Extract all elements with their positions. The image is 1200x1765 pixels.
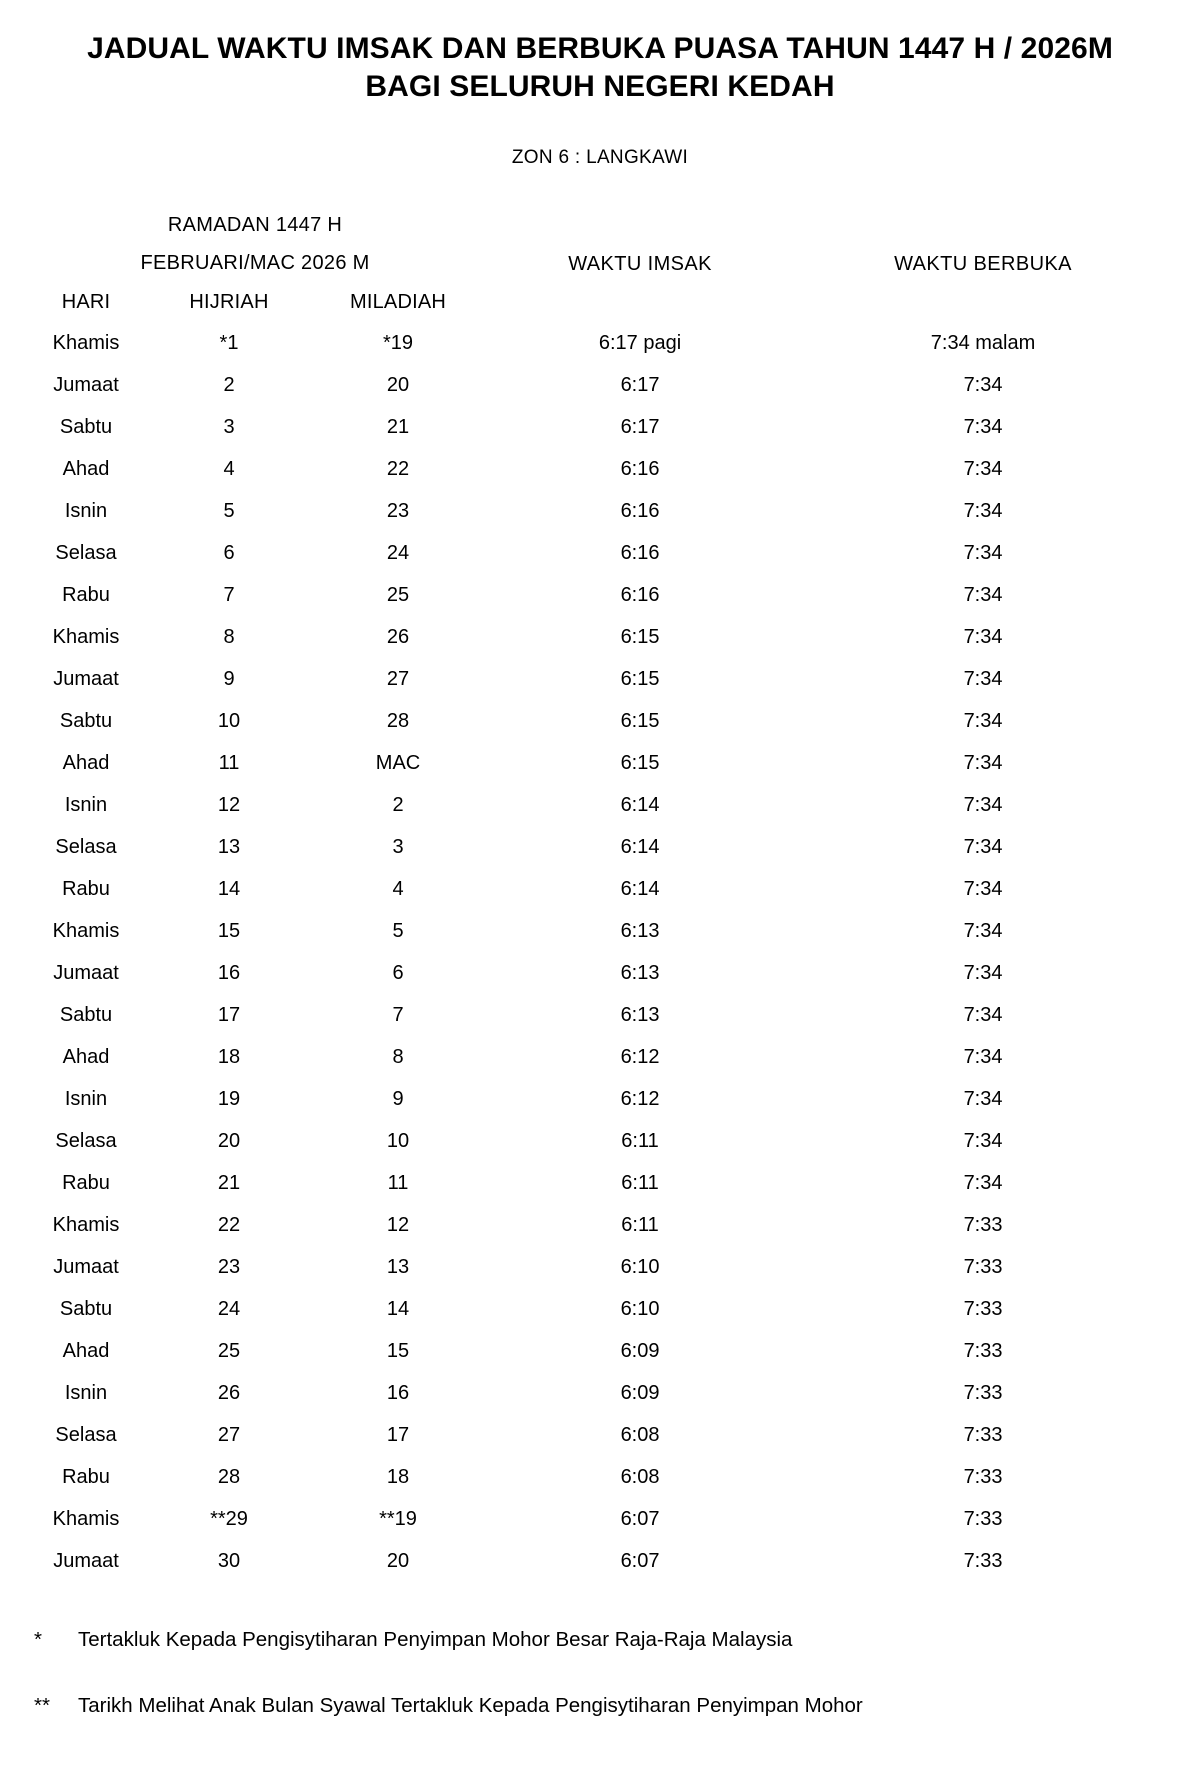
table-row [24,449,1176,491]
cell-miladiah: 26 [310,617,486,659]
cell-waktu-berbuka: 7:34 [790,491,1176,533]
spacer-cell [486,1499,498,1541]
cell-hari: Sabtu [24,995,148,1037]
cell-hari: Jumaat [24,953,148,995]
cell-miladiah: 21 [310,407,486,449]
table-row [24,533,1176,575]
header-waktu-berbuka: WAKTU BERBUKA [790,207,1176,323]
cell-waktu-imsak: 6:17 pagi [498,323,782,365]
cell-hari: Selasa [24,1121,148,1163]
cell-hijriah: 25 [148,1331,310,1373]
cell-waktu-imsak: 6:11 [498,1205,782,1247]
spacer-cell [486,953,498,995]
cell-hari: Jumaat [24,1247,148,1289]
table-row [24,869,1176,911]
table-row [24,1163,1176,1205]
cell-hari: Jumaat [24,659,148,701]
spacer-cell-5 [486,283,498,323]
cell-waktu-imsak: 6:14 [498,827,782,869]
spacer-cell-4 [782,245,790,283]
table-row [24,1289,1176,1331]
spacer-cell [486,449,498,491]
cell-hari: Isnin [24,785,148,827]
spacer-cell [782,743,790,785]
spacer-cell [782,785,790,827]
cell-miladiah: 20 [310,365,486,407]
cell-waktu-berbuka: 7:34 [790,1121,1176,1163]
spacer-cell [782,407,790,449]
cell-miladiah: 23 [310,491,486,533]
header-waktu-imsak: WAKTU IMSAK [498,207,782,323]
cell-waktu-berbuka: 7:34 [790,617,1176,659]
cell-waktu-imsak: 6:16 [498,533,782,575]
cell-hari: Jumaat [24,1541,148,1583]
cell-waktu-imsak: 6:16 [498,449,782,491]
spacer-cell [782,1247,790,1289]
footnote [34,1693,1176,1720]
footnote-text: Tarikh Melihat Anak Bulan Syawal Tertakluk Kepada Pengisytiharan Penyimpan Mohor [78,1694,863,1718]
cell-waktu-imsak: 6:11 [498,1163,782,1205]
spacer-cell [486,1541,498,1583]
footnote-marker: * [34,1627,42,1651]
cell-waktu-berbuka: 7:33 [790,1415,1176,1457]
spacer-cell [486,659,498,701]
spacer-cell [486,407,498,449]
cell-waktu-berbuka: 7:34 [790,1037,1176,1079]
cell-waktu-berbuka: 7:33 [790,1247,1176,1289]
header-col-hari: HARI [24,283,148,323]
cell-hari: Rabu [24,1163,148,1205]
cell-waktu-imsak: 6:15 [498,617,782,659]
cell-hijriah: 17 [148,995,310,1037]
spacer-cell-1 [486,207,498,245]
cell-waktu-berbuka: 7:34 [790,1079,1176,1121]
cell-hari: Rabu [24,1457,148,1499]
cell-hijriah: 7 [148,575,310,617]
cell-waktu-imsak: 6:16 [498,575,782,617]
spacer-cell [486,533,498,575]
table-head [24,207,1176,323]
spacer-cell [486,1037,498,1079]
cell-waktu-imsak: 6:07 [498,1541,782,1583]
spacer-cell [486,1079,498,1121]
cell-waktu-imsak: 6:15 [498,701,782,743]
cell-hari: Sabtu [24,701,148,743]
cell-waktu-berbuka: 7:34 [790,995,1176,1037]
cell-waktu-imsak: 6:11 [498,1121,782,1163]
table-row [24,365,1176,407]
cell-waktu-imsak: 6:12 [498,1037,782,1079]
cell-miladiah: 28 [310,701,486,743]
cell-hijriah: 18 [148,1037,310,1079]
cell-waktu-imsak: 6:10 [498,1247,782,1289]
cell-waktu-imsak: 6:09 [498,1373,782,1415]
cell-hari: Sabtu [24,1289,148,1331]
table-row [24,1373,1176,1415]
cell-hijriah: 23 [148,1247,310,1289]
table-row [24,911,1176,953]
cell-hari: Ahad [24,1037,148,1079]
cell-hijriah: 8 [148,617,310,659]
cell-miladiah: 3 [310,827,486,869]
cell-waktu-imsak: 6:08 [498,1457,782,1499]
cell-hijriah: 13 [148,827,310,869]
spacer-cell [782,659,790,701]
cell-waktu-berbuka: 7:33 [790,1331,1176,1373]
spacer-cell [782,1205,790,1247]
spacer-cell [486,995,498,1037]
table-row [24,953,1176,995]
cell-miladiah: *19 [310,323,486,365]
cell-waktu-berbuka: 7:33 [790,1289,1176,1331]
cell-hijriah: 21 [148,1163,310,1205]
spacer-cell [486,575,498,617]
cell-hari: Selasa [24,827,148,869]
cell-hijriah: 27 [148,1415,310,1457]
table-row [24,1331,1176,1373]
table-row [24,1247,1176,1289]
cell-hijriah: 14 [148,869,310,911]
cell-waktu-berbuka: 7:34 [790,701,1176,743]
cell-miladiah: 13 [310,1247,486,1289]
cell-waktu-berbuka: 7:34 [790,533,1176,575]
spacer-cell [486,1289,498,1331]
spacer-cell-6 [782,283,790,323]
prayer-schedule-table [24,207,1176,1583]
spacer-cell [782,491,790,533]
cell-waktu-berbuka: 7:34 [790,659,1176,701]
spacer-cell [486,785,498,827]
spacer-cell [486,365,498,407]
spacer-cell [486,1415,498,1457]
table-row [24,1541,1176,1583]
cell-hari: Selasa [24,533,148,575]
table-row [24,995,1176,1037]
spacer-cell [782,1121,790,1163]
spacer-cell [782,1499,790,1541]
spacer-cell [486,743,498,785]
spacer-cell [486,1373,498,1415]
cell-hijriah: 26 [148,1373,310,1415]
cell-hijriah: 24 [148,1289,310,1331]
cell-hari: Ahad [24,449,148,491]
cell-waktu-imsak: 6:10 [498,1289,782,1331]
cell-waktu-imsak: 6:13 [498,995,782,1037]
cell-miladiah: 25 [310,575,486,617]
cell-hari: Khamis [24,323,148,365]
table-body [24,323,1176,1583]
cell-waktu-berbuka: 7:33 [790,1499,1176,1541]
cell-waktu-berbuka: 7:34 [790,365,1176,407]
cell-waktu-imsak: 6:15 [498,743,782,785]
cell-miladiah: 20 [310,1541,486,1583]
cell-miladiah: 11 [310,1163,486,1205]
spacer-cell [486,617,498,659]
cell-waktu-imsak: 6:07 [498,1499,782,1541]
cell-hijriah: 20 [148,1121,310,1163]
cell-hijriah: 12 [148,785,310,827]
cell-hijriah: *1 [148,323,310,365]
spacer-cell [782,953,790,995]
header-row-hijri-group [24,207,1176,245]
header-col-hijriah: HIJRIAH [148,283,310,323]
cell-miladiah: 17 [310,1415,486,1457]
table-row [24,1121,1176,1163]
page-title-line-1: JADUAL WAKTU IMSAK DAN BERBUKA PUASA TAHUN 1447 H / 2026M [87,32,1113,65]
spacer-cell [486,869,498,911]
cell-hari: Isnin [24,1373,148,1415]
spacer-cell [782,1415,790,1457]
table-row [24,407,1176,449]
table-row [24,659,1176,701]
cell-miladiah: 24 [310,533,486,575]
spacer-cell [782,1079,790,1121]
spacer-cell [486,491,498,533]
header-col-miladiah: MILADIAH [310,283,486,323]
schedule-table-wrapper [0,207,1200,1583]
spacer-cell [486,1331,498,1373]
cell-hijriah: 16 [148,953,310,995]
spacer-cell [486,1205,498,1247]
cell-waktu-berbuka: 7:34 [790,1163,1176,1205]
cell-hijriah: 19 [148,1079,310,1121]
cell-miladiah: 9 [310,1079,486,1121]
cell-miladiah: 16 [310,1373,486,1415]
spacer-cell [486,1457,498,1499]
cell-hari: Rabu [24,575,148,617]
cell-waktu-imsak: 6:13 [498,911,782,953]
cell-miladiah: 27 [310,659,486,701]
footnote [34,1627,1176,1654]
spacer-cell [782,827,790,869]
spacer-cell-3 [486,245,498,283]
cell-hijriah: 22 [148,1205,310,1247]
cell-hijriah: 11 [148,743,310,785]
cell-hijriah: 30 [148,1541,310,1583]
spacer-cell [782,1457,790,1499]
table-row [24,1205,1176,1247]
cell-miladiah: 4 [310,869,486,911]
cell-hijriah: 2 [148,365,310,407]
spacer-cell [782,995,790,1037]
cell-hari: Khamis [24,911,148,953]
spacer-cell [486,827,498,869]
cell-hijriah: 10 [148,701,310,743]
cell-miladiah: 5 [310,911,486,953]
spacer-cell [782,1289,790,1331]
spacer-cell [782,701,790,743]
spacer-cell [782,869,790,911]
cell-waktu-berbuka: 7:34 [790,407,1176,449]
cell-hijriah: 6 [148,533,310,575]
header-ramadan-group: RAMADAN 1447 H [24,207,486,245]
cell-hari: Khamis [24,617,148,659]
cell-miladiah: 22 [310,449,486,491]
spacer-cell [782,323,790,365]
cell-waktu-imsak: 6:14 [498,785,782,827]
cell-hari: Rabu [24,869,148,911]
spacer-cell [782,533,790,575]
footnote-marker: ** [34,1694,50,1718]
cell-hijriah: 15 [148,911,310,953]
spacer-cell [782,575,790,617]
footnotes-block [0,1627,1200,1720]
cell-waktu-berbuka: 7:34 [790,869,1176,911]
cell-waktu-berbuka: 7:33 [790,1457,1176,1499]
spacer-cell [782,1541,790,1583]
title-block [0,0,1200,169]
cell-miladiah: 18 [310,1457,486,1499]
table-row [24,1457,1176,1499]
cell-hari: Isnin [24,1079,148,1121]
spacer-cell [782,911,790,953]
cell-waktu-berbuka: 7:33 [790,1541,1176,1583]
cell-hari: Sabtu [24,407,148,449]
cell-waktu-imsak: 6:14 [498,869,782,911]
cell-waktu-berbuka: 7:33 [790,1205,1176,1247]
cell-hijriah: **29 [148,1499,310,1541]
table-row [24,575,1176,617]
table-row [24,827,1176,869]
header-februari-mac-group: FEBRUARI/MAC 2026 M [24,245,486,283]
cell-hijriah: 28 [148,1457,310,1499]
cell-hijriah: 9 [148,659,310,701]
cell-waktu-imsak: 6:09 [498,1331,782,1373]
cell-miladiah: 12 [310,1205,486,1247]
cell-waktu-imsak: 6:17 [498,365,782,407]
cell-waktu-berbuka: 7:34 [790,827,1176,869]
cell-waktu-berbuka: 7:34 [790,785,1176,827]
cell-hari: Khamis [24,1205,148,1247]
table-row [24,701,1176,743]
cell-miladiah: MAC [310,743,486,785]
cell-miladiah: 8 [310,1037,486,1079]
page-title-line-2: BAGI SELURUH NEGERI KEDAH [365,70,835,104]
spacer-cell [782,365,790,407]
cell-miladiah: **19 [310,1499,486,1541]
cell-waktu-berbuka: 7:34 [790,575,1176,617]
spacer-cell [486,1163,498,1205]
spacer-cell [486,1121,498,1163]
cell-hijriah: 5 [148,491,310,533]
table-row [24,1079,1176,1121]
cell-waktu-berbuka: 7:34 [790,449,1176,491]
table-row [24,785,1176,827]
cell-waktu-berbuka: 7:34 [790,953,1176,995]
spacer-cell [782,449,790,491]
table-row [24,1037,1176,1079]
cell-hijriah: 4 [148,449,310,491]
cell-hari: Ahad [24,1331,148,1373]
spacer-cell [782,1331,790,1373]
table-row [24,1499,1176,1541]
cell-waktu-berbuka: 7:34 [790,911,1176,953]
cell-miladiah: 14 [310,1289,486,1331]
cell-miladiah: 15 [310,1331,486,1373]
cell-waktu-imsak: 6:08 [498,1415,782,1457]
cell-hari: Khamis [24,1499,148,1541]
cell-hari: Ahad [24,743,148,785]
zone-subtitle: ZON 6 : LANGKAWI [511,146,689,168]
cell-waktu-imsak: 6:17 [498,407,782,449]
cell-hari: Selasa [24,1415,148,1457]
cell-waktu-imsak: 6:15 [498,659,782,701]
table-row [24,743,1176,785]
spacer-cell [486,701,498,743]
cell-waktu-berbuka: 7:34 malam [790,323,1176,365]
table-row [24,1415,1176,1457]
table-row [24,491,1176,533]
cell-hari: Jumaat [24,365,148,407]
footnote-text: Tertakluk Kepada Pengisytiharan Penyimpan Mohor Besar Raja-Raja Malaysia [78,1627,793,1651]
cell-waktu-berbuka: 7:34 [790,743,1176,785]
cell-miladiah: 2 [310,785,486,827]
spacer-cell [486,323,498,365]
cell-waktu-imsak: 6:12 [498,1079,782,1121]
spacer-cell [782,617,790,659]
cell-waktu-imsak: 6:13 [498,953,782,995]
spacer-cell [782,1163,790,1205]
spacer-cell [782,1373,790,1415]
cell-miladiah: 10 [310,1121,486,1163]
cell-waktu-berbuka: 7:33 [790,1373,1176,1415]
cell-miladiah: 7 [310,995,486,1037]
cell-miladiah: 6 [310,953,486,995]
cell-hari: Isnin [24,491,148,533]
cell-waktu-imsak: 6:16 [498,491,782,533]
spacer-cell [486,1247,498,1289]
cell-hijriah: 3 [148,407,310,449]
spacer-cell-2 [782,207,790,245]
spacer-cell [486,911,498,953]
spacer-cell [782,1037,790,1079]
table-row [24,617,1176,659]
table-row [24,323,1176,365]
